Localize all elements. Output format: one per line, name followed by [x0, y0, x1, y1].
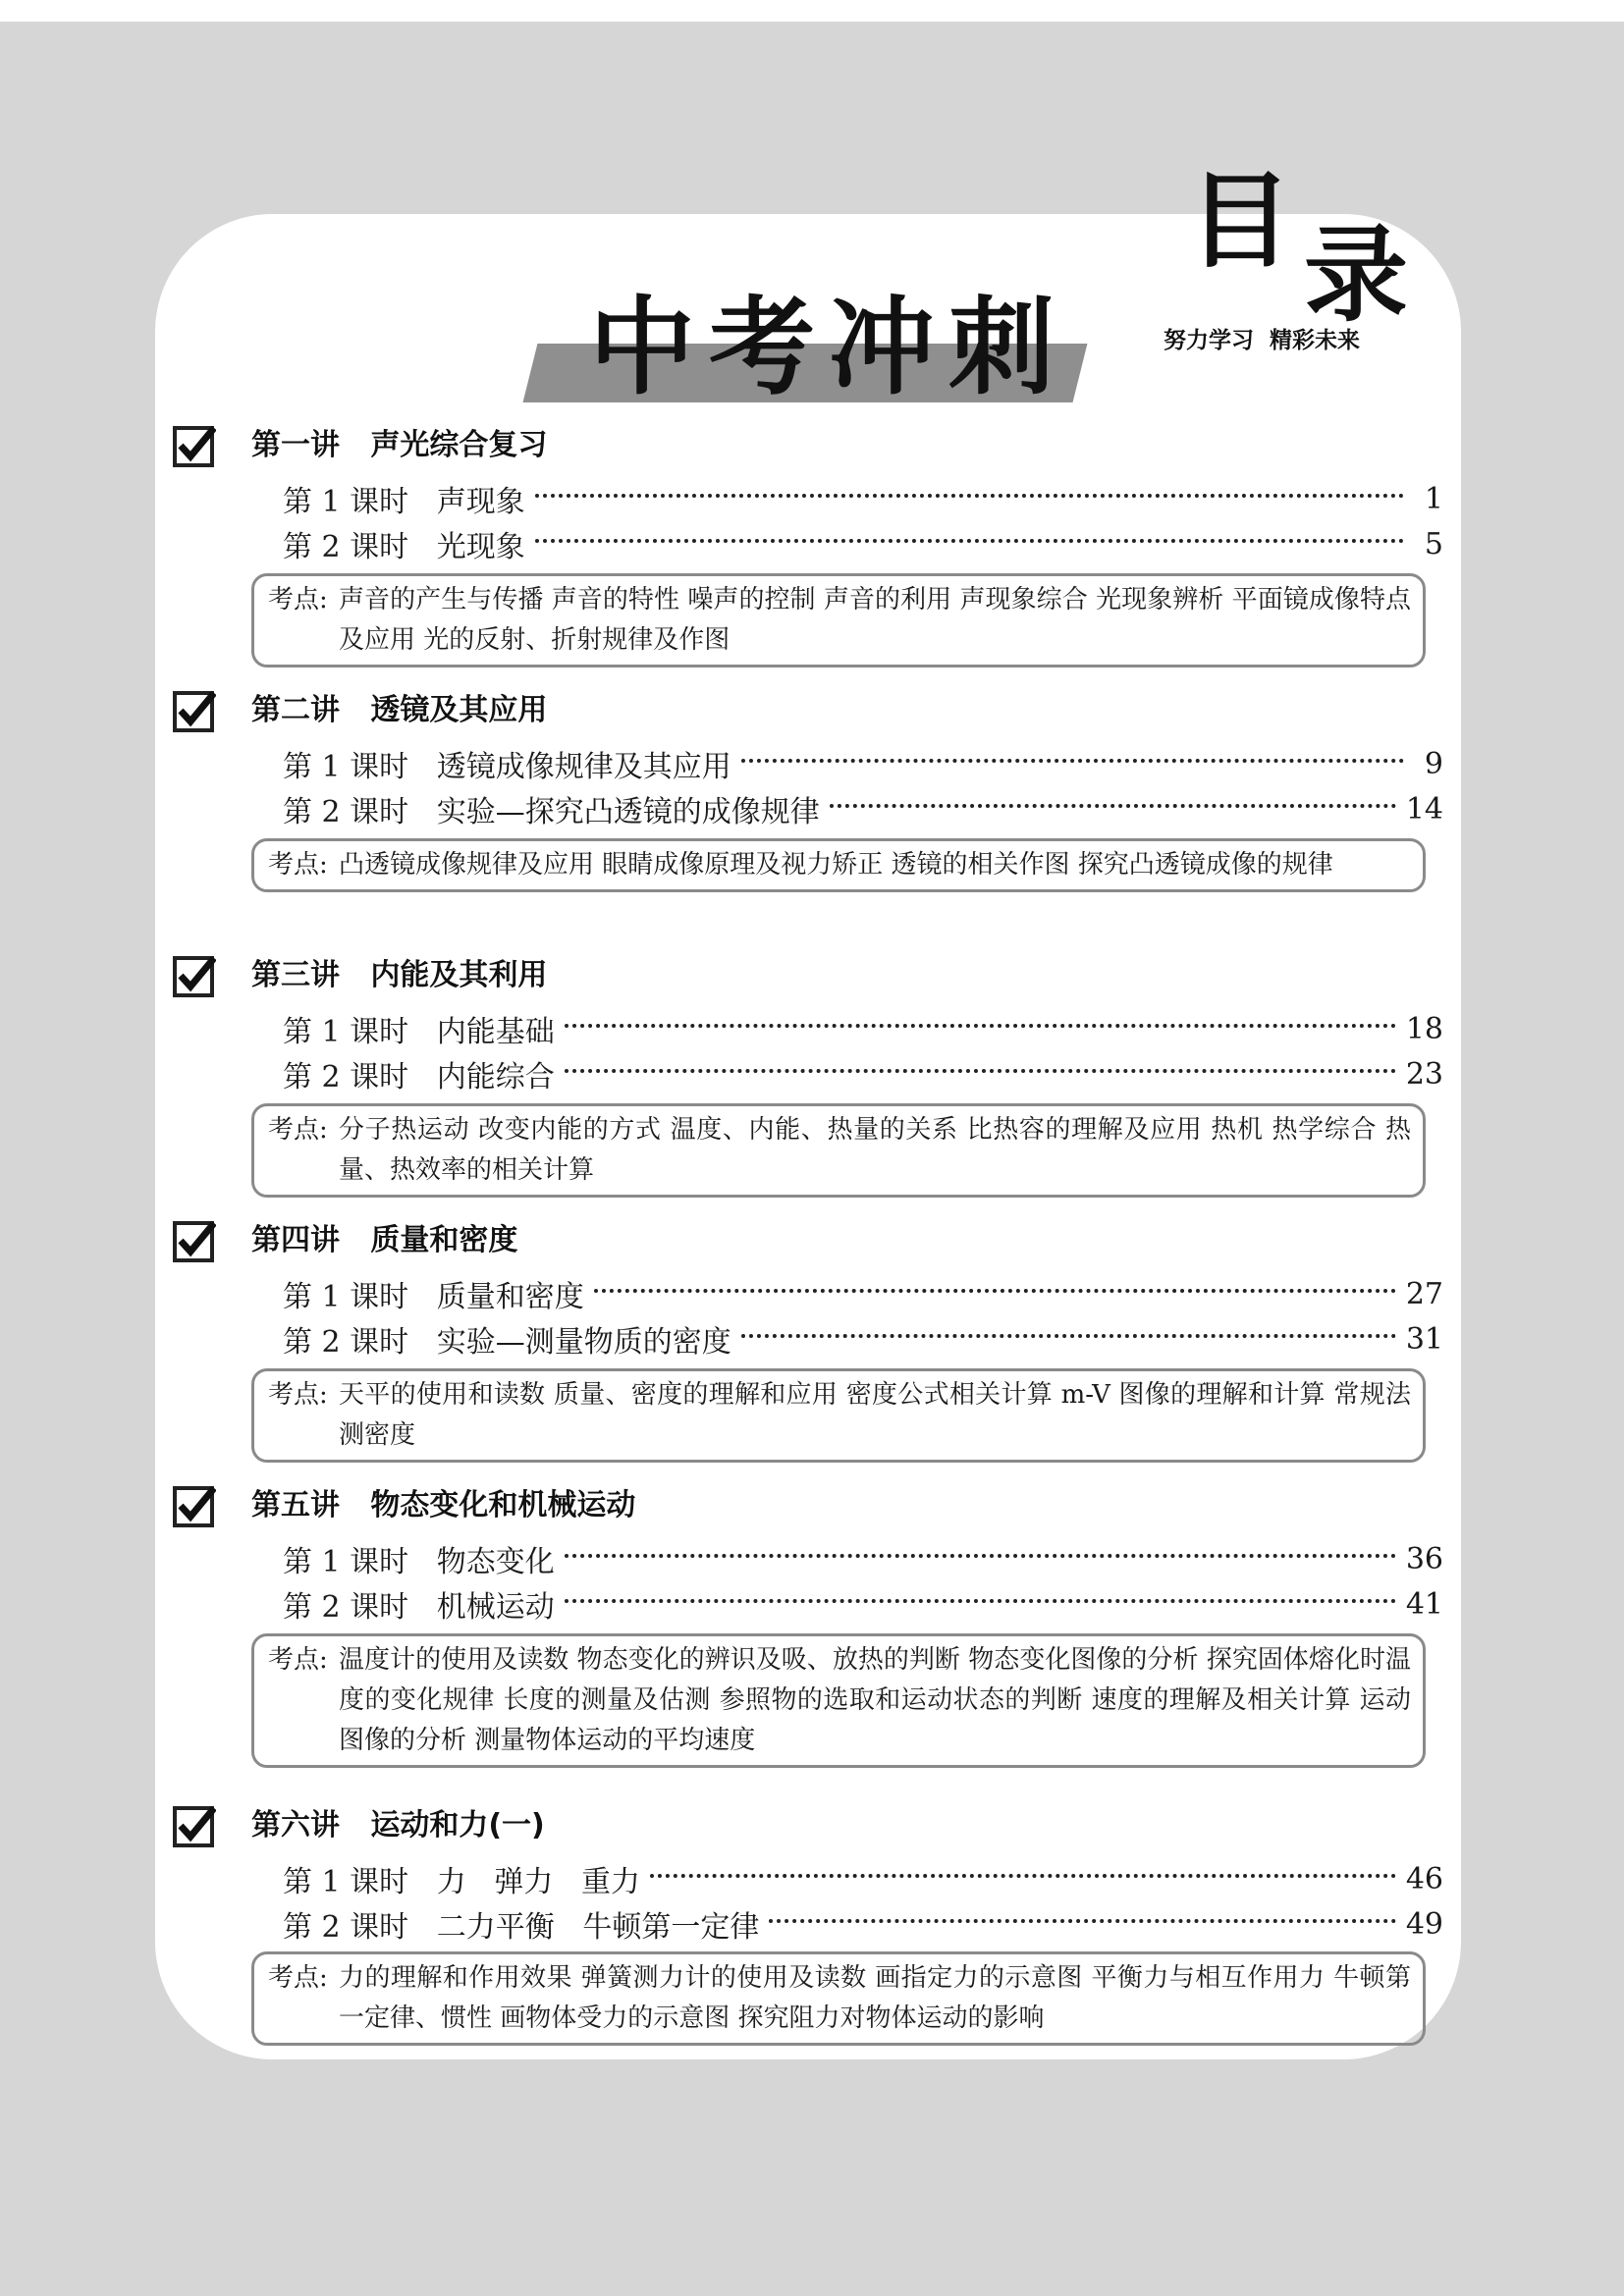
- dot-leader: [830, 804, 1396, 808]
- kaodian-text: 温度计的使用及读数 物态变化的辨识及吸、放热的判断 物态变化图像的分析 探究固体熔化时温度的变化规律 长度的测量及估测 参照物的选取和运动状态的判断 速度的理解及相关计算 运动图像的分析 测量物体运动的平均速度: [339, 1645, 1411, 1755]
- page-title: 中考冲刺: [589, 287, 1069, 409]
- checkbox-icon: [173, 1219, 216, 1262]
- entry-label: 第 1 课时 声现象: [283, 485, 525, 519]
- dot-leader: [535, 539, 1404, 543]
- toc-entry[interactable]: [283, 524, 1443, 563]
- dot-leader: [769, 1919, 1395, 1923]
- checkbox-icon: [173, 1804, 216, 1847]
- dot-leader: [565, 1024, 1396, 1028]
- page-number: 46: [1405, 1861, 1443, 1896]
- page-number: 18: [1405, 1011, 1443, 1046]
- page-number: 41: [1405, 1586, 1443, 1622]
- dot-leader: [565, 1554, 1396, 1558]
- toc-entry[interactable]: [283, 1539, 1443, 1578]
- kaodian-label: 考点:: [268, 585, 328, 614]
- dot-leader: [565, 1599, 1396, 1603]
- kaodian-text: 声音的产生与传播 声音的特性 噪声的控制 声音的利用 声现象综合 光现象辨析 平面镜成像特点及应用 光的反射、折射规律及作图: [339, 585, 1411, 655]
- kaodian-box: [251, 838, 1426, 892]
- toc-entry[interactable]: [283, 1274, 1443, 1313]
- slogan: 努力学习 精彩未来: [1164, 328, 1361, 353]
- kaodian-text: 力的理解和作用效果 弹簧测力计的使用及读数 画指定力的示意图 平衡力与相互作用力 牛顿第一定律、惯性 画物体受力的示意图 探究阻力对物体运动的影响: [339, 1963, 1411, 2033]
- page-number: 31: [1405, 1321, 1443, 1357]
- kaodian-box: [251, 1951, 1426, 2046]
- chapter-title: 第二讲 透镜及其应用: [251, 693, 548, 727]
- kaodian-text: 天平的使用和读数 质量、密度的理解和应用 密度公式相关计算 m-V 图像的理解和计算 常规法测密度: [339, 1380, 1411, 1450]
- checkbox-icon: [173, 424, 216, 467]
- kaodian-text: 凸透镜成像规律及应用 眼睛成像原理及视力矫正 透镜的相关作图 探究凸透镜成像的规律: [339, 850, 1333, 880]
- entry-label: 第 1 课时 力 弹力 重力: [283, 1865, 640, 1899]
- page-number: 1: [1424, 481, 1443, 516]
- mulu-char-1: 目: [1188, 159, 1292, 282]
- toc-entry[interactable]: [283, 789, 1443, 828]
- toc-entry[interactable]: [283, 1009, 1443, 1048]
- kaodian-label: 考点:: [268, 1963, 328, 1993]
- entry-label: 第 1 课时 内能基础: [283, 1015, 555, 1049]
- entry-label: 第 1 课时 透镜成像规律及其应用: [283, 750, 731, 784]
- entry-label: 第 2 课时 光现象: [283, 530, 525, 564]
- entry-label: 第 2 课时 内能综合: [283, 1060, 555, 1095]
- toc-entry[interactable]: [283, 479, 1443, 518]
- kaodian-label: 考点:: [268, 1645, 328, 1675]
- kaodian-box: [251, 1368, 1426, 1463]
- chapter-title: 第三讲 内能及其利用: [251, 958, 548, 992]
- page-number: 5: [1424, 526, 1443, 561]
- entry-label: 第 2 课时 实验—测量物质的密度: [283, 1325, 731, 1360]
- kaodian-label: 考点:: [268, 1115, 328, 1145]
- toc-entry[interactable]: [283, 1584, 1443, 1624]
- mulu-char-2: 录: [1304, 213, 1408, 336]
- entry-label: 第 1 课时 质量和密度: [283, 1280, 584, 1314]
- kaodian-box: [251, 1633, 1426, 1768]
- entry-label: 第 2 课时 实验—探究凸透镜的成像规律: [283, 795, 820, 829]
- page-number: 49: [1405, 1906, 1443, 1942]
- dot-leader: [650, 1874, 1396, 1878]
- page-number: 9: [1424, 746, 1443, 781]
- dot-leader: [565, 1069, 1396, 1073]
- checkbox-icon: [173, 689, 216, 732]
- page-number: 14: [1405, 791, 1443, 827]
- toc-entry[interactable]: [283, 1054, 1443, 1094]
- chapter-title: 第六讲 运动和力(一): [251, 1808, 545, 1842]
- dot-leader: [741, 1334, 1396, 1338]
- chapter-title: 第四讲 质量和密度: [251, 1223, 518, 1257]
- page-number: 23: [1405, 1056, 1443, 1092]
- kaodian-box: [251, 573, 1426, 667]
- kaodian-label: 考点:: [268, 1380, 328, 1410]
- toc-entry[interactable]: [283, 1319, 1443, 1359]
- kaodian-box: [251, 1103, 1426, 1198]
- page-number: 27: [1405, 1276, 1443, 1311]
- checkbox-icon: [173, 954, 216, 997]
- kaodian-text: 分子热运动 改变内能的方式 温度、内能、热量的关系 比热容的理解及应用 热机 热学综合 热量、热效率的相关计算: [339, 1115, 1411, 1185]
- toc-entry[interactable]: [283, 1859, 1443, 1898]
- checkbox-icon: [173, 1484, 216, 1527]
- chapter-title: 第一讲 声光综合复习: [251, 428, 548, 462]
- toc-entry[interactable]: [283, 744, 1443, 783]
- entry-label: 第 2 课时 二力平衡 牛顿第一定律: [283, 1910, 760, 1945]
- dot-leader: [741, 759, 1404, 763]
- entry-label: 第 1 课时 物态变化: [283, 1545, 555, 1579]
- chapter-title: 第五讲 物态变化和机械运动: [251, 1488, 636, 1522]
- toc-entry[interactable]: [283, 1904, 1443, 1944]
- kaodian-label: 考点:: [268, 850, 328, 880]
- entry-label: 第 2 课时 机械运动: [283, 1590, 555, 1625]
- dot-leader: [535, 494, 1404, 498]
- page-number: 36: [1405, 1541, 1443, 1576]
- dot-leader: [594, 1289, 1396, 1293]
